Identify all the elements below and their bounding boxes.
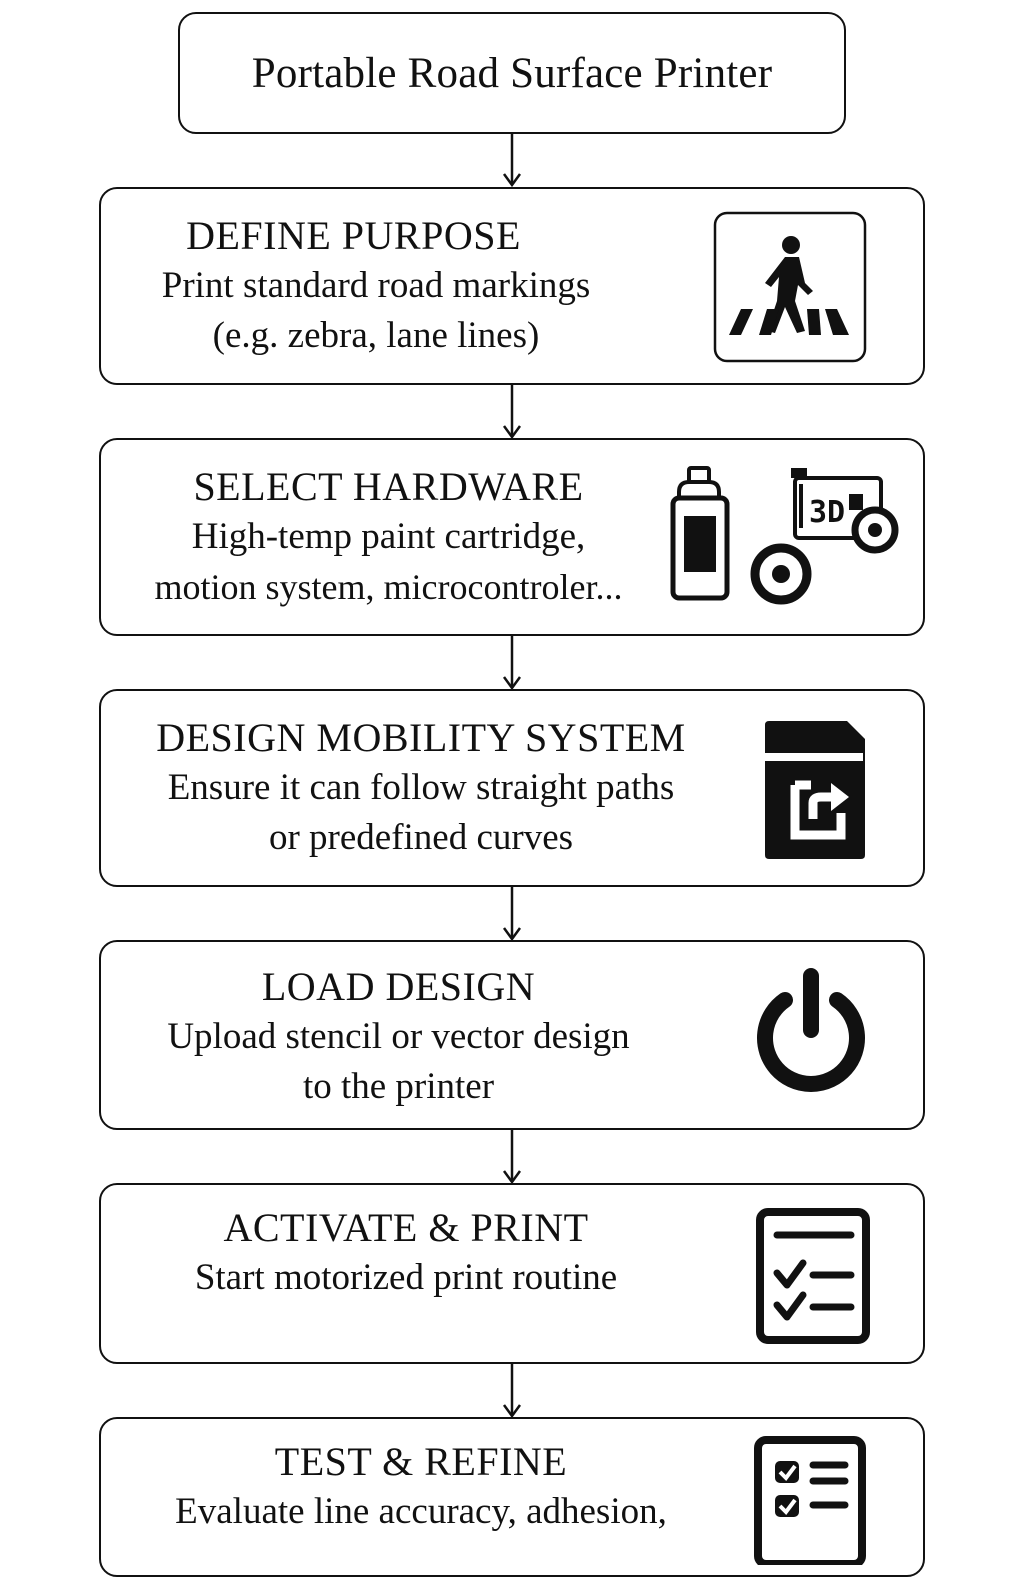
step-activate-print	[99, 1183, 925, 1364]
step-description-line: Evaluate line accuracy, adhesion,	[175, 1491, 667, 1532]
power-icon	[749, 966, 873, 1102]
step-heading: SELECT HARDWARE	[193, 464, 584, 509]
sd-card-icon	[761, 719, 869, 861]
step-description-line: or predefined curves	[268, 817, 574, 858]
step-test-refine	[99, 1417, 925, 1577]
step-description-line: Ensure it can follow straight paths	[167, 767, 675, 808]
step-heading: DEFINE PURPOSE	[186, 213, 521, 258]
step-heading: LOAD DESIGN	[261, 964, 536, 1009]
flow-arrow	[502, 1129, 522, 1185]
step-description-line: (e.g. zebra, lane lines)	[212, 315, 540, 356]
svg-text:3D: 3D	[809, 495, 846, 530]
flowchart-title-box	[178, 12, 846, 134]
step-description-line: High-temp paint cartridge,	[191, 516, 586, 557]
flowchart-title: Portable Road Surface Printer	[251, 49, 773, 97]
checklist-icon	[755, 1207, 871, 1345]
paint-cartridge-icon	[673, 468, 727, 598]
flow-arrow	[502, 134, 522, 188]
step-description-line: to the printer	[302, 1066, 495, 1107]
wheel-icon	[855, 510, 895, 550]
hardware-icon	[669, 464, 901, 614]
step-heading: ACTIVATE & PRINT	[223, 1205, 589, 1250]
step-text	[111, 462, 666, 612]
pedestrian-crossing-icon	[713, 211, 867, 363]
checklist-boxes-icon	[753, 1435, 867, 1565]
step-text	[101, 1437, 741, 1537]
step-text	[131, 1203, 681, 1303]
flow-arrow	[502, 635, 522, 691]
step-load-design	[99, 940, 925, 1130]
step-select-hardware	[99, 438, 925, 636]
step-description-line: Upload stencil or vector design	[167, 1016, 630, 1057]
step-text	[101, 962, 696, 1112]
step-description-line: motion system, microcontroler...	[154, 567, 623, 607]
flow-arrow	[502, 1363, 522, 1419]
step-define-purpose	[99, 187, 925, 385]
step-design-mobility-system	[99, 689, 925, 887]
step-description-line: Print standard road markings	[161, 265, 591, 306]
step-text	[101, 211, 651, 361]
flow-arrow	[502, 384, 522, 440]
step-text	[111, 713, 731, 863]
step-heading: DESIGN MOBILITY SYSTEM	[156, 715, 686, 760]
step-description-line: Start motorized print routine	[194, 1257, 618, 1298]
wheel-icon	[755, 548, 807, 600]
flow-arrow	[502, 886, 522, 942]
step-heading: TEST & REFINE	[274, 1439, 568, 1484]
